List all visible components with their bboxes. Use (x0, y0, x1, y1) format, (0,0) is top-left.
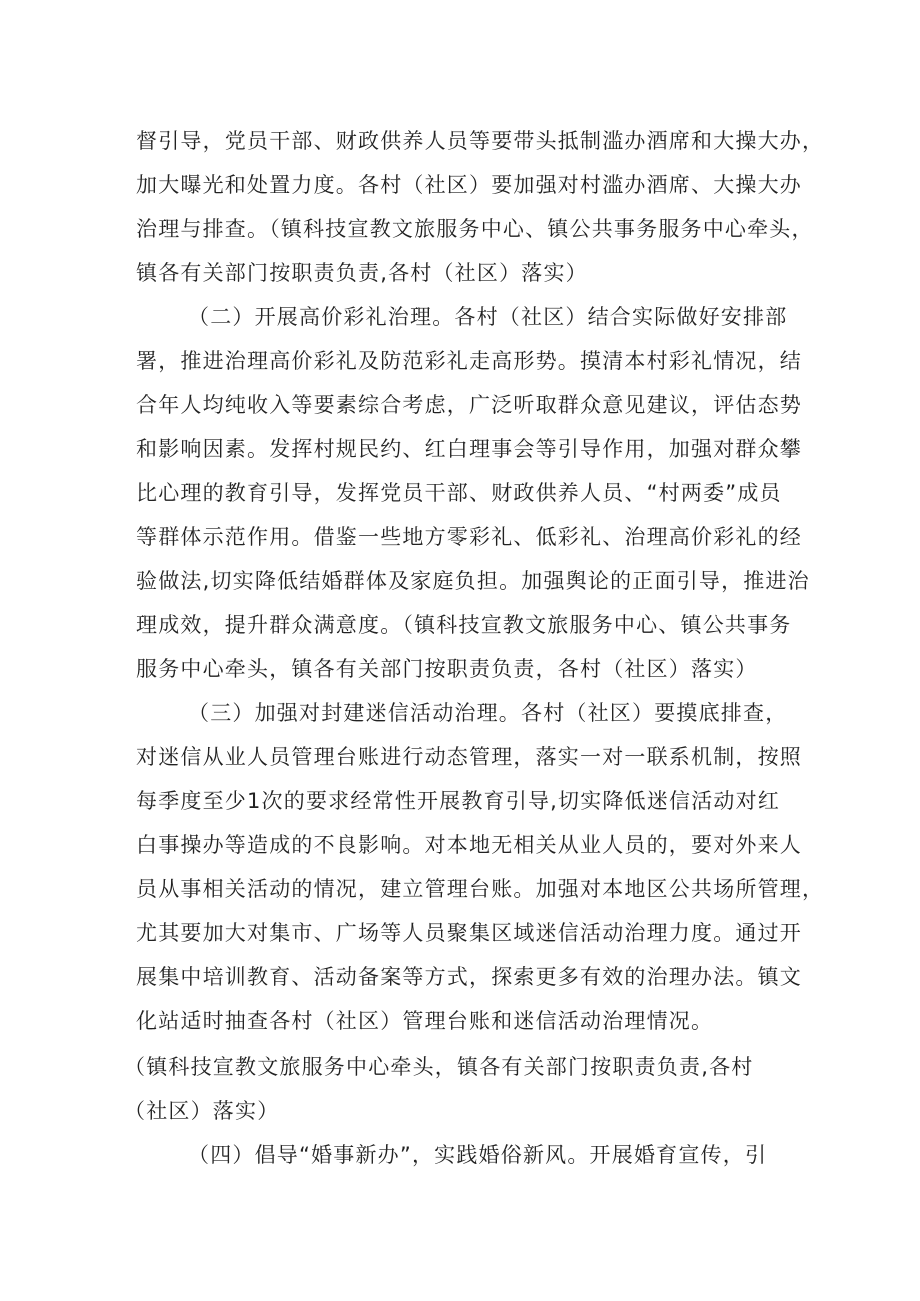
text-line: 合年人均纯收入等要素综合考虑，广泛听取群众意见建议，评估态势 (136, 393, 802, 417)
text-line: 比心理的教育引导，发挥党员干部、财政供养人员、“村两委”成员 (136, 481, 782, 505)
text-line: 对迷信从业人员管理台账进行动态管理，落实一对一联系机制，按照 (136, 745, 802, 769)
text-line: 加大曝光和处置力度。各村（社区）要加强对村滥办酒席、大操大办 (136, 173, 802, 197)
text-line: （镇科技宣教文旅服务中心牵头，镇各有关部门按职责负责,各村 (124, 1055, 754, 1079)
text-line: 化站适时抽查各村（社区）管理台账和迷信活动治理情况。 (136, 1009, 714, 1033)
text-line: 署，推进治理高价彩礼及防范彩礼走高形势。摸清本村彩礼情况，结 (136, 349, 802, 373)
text-line: 每季度至少1次的要求经常性开展教育引导,切实降低迷信活动对红 (136, 789, 781, 813)
text-line: 服务中心牵头，镇各有关部门按职责负责，各村（社区）落实） (136, 657, 758, 681)
text-line: 展集中培训教育、活动备案等方式，探索更多有效的治理办法。镇文 (136, 965, 802, 989)
text-line: 等群体示范作用。借鉴一些地方零彩礼、低彩礼、治理高价彩礼的经 (136, 525, 802, 549)
text-line: 镇各有关部门按职责负责,各村（社区）落实） (136, 261, 588, 285)
text-line: 理成效，提升群众满意度。（镇科技宣教文旅服务中心、镇公共事务 (136, 613, 792, 637)
paragraph-heading-3: （三）加强对封建迷信活动治理。各村（社区）要摸底排查， (188, 701, 788, 725)
paragraph-heading-4: （四）倡导“婚事新办”，实践婚俗新风。开展婚育宣传，引 (188, 1143, 768, 1167)
text-line: 员从事相关活动的情况，建立管理台账。加强对本地区公共场所管理， (136, 877, 825, 901)
text-line: 治理与排查。（镇科技宣教文旅服务中心、镇公共事务服务中心牵头， (136, 217, 814, 241)
paragraph-heading-2: （二）开展高价彩礼治理。各村（社区）结合实际做好安排部 (188, 305, 788, 329)
text-line: 和影响因素。发挥村规民约、红白理事会等引导作用，加强对群众攀 (136, 437, 802, 461)
text-line: 督引导，党员干部、财政供养人员等要带头抵制滥办酒席和大操大办， (136, 129, 825, 153)
text-line: 验做法,切实降低结婚群体及家庭负担。加强舆论的正面引导，推进治 (136, 569, 810, 593)
text-line: 白事操办等造成的不良影响。对本地无相关从业人员的，要对外来人 (136, 833, 802, 857)
text-line: 尤其要加大对集市、广场等人员聚集区域迷信活动治理力度。通过开 (136, 921, 802, 945)
text-line: （社区）落实） (124, 1099, 280, 1123)
